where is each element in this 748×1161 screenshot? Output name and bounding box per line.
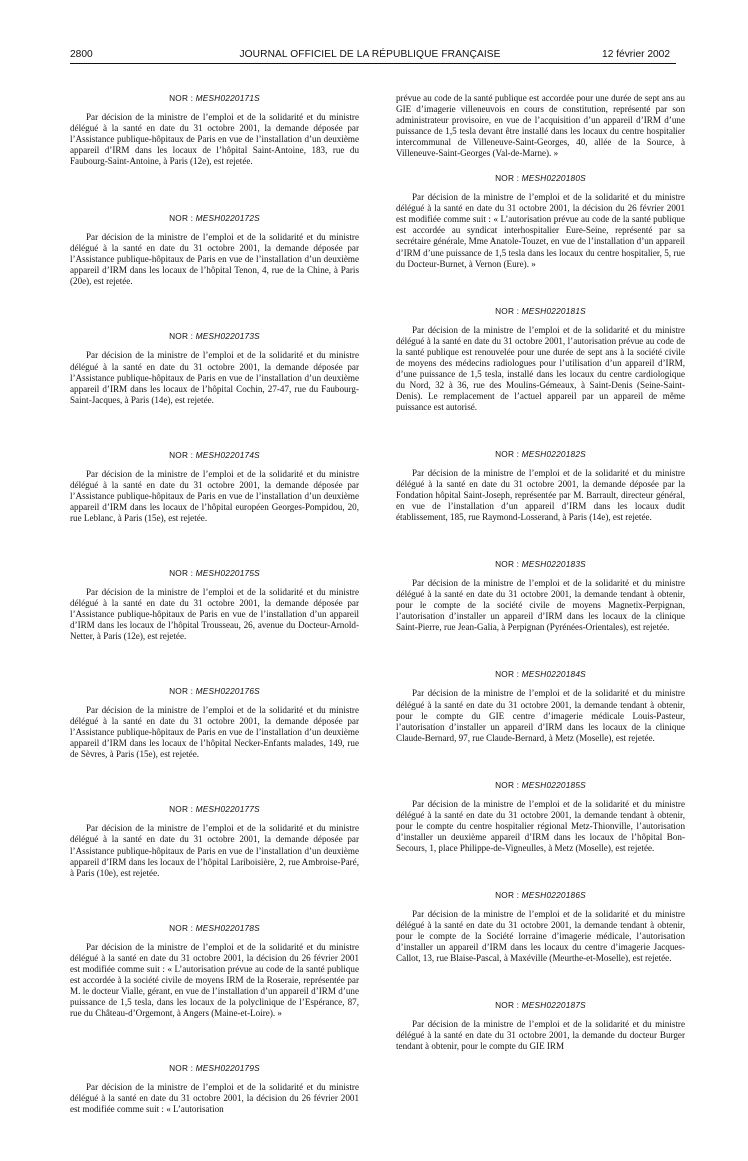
publication-date: 12 février 2002	[602, 49, 670, 60]
decision-entry	[70, 568, 359, 642]
decision-text: Par décision de la ministre de l’emploi et de la solidarité et du ministre délégué à la santé en date du 31 octobre 2001, la demande tendant à obtenir, pour le compte de la société civile de moyens Magnetix-Perpignan, l’autorisation d’installer un appareil d’IRM dans les locaux de la clinique Saint-Pierre, rue Jean-Galia, à Perpignan (Pyrénées-Orientales), est rejetée.	[396, 578, 685, 633]
decision-text: Par décision de la ministre de l’emploi et de la solidarité et du ministre délégué à la santé en date du 31 octobre 2001, l’autorisation prévue au code de la santé publique est renouvelée pour une durée de sept ans à la société civile de moyens des médecins radiologues pour l’utilisation d’un appareil d’IRM, d’une puissance de 1,5 tesla, installé dans les locaux du centre cardiologique du Nord, 32 à 36, rue des Moulins-Gémeaux, à Saint-Denis (Seine-Saint-Denis). Le remplacement de l’actuel appareil par un appareil de même puissance est autorisé.	[396, 324, 685, 412]
right-column	[396, 93, 685, 1088]
decision-text: Par décision de la ministre de l’emploi et de la solidarité et du ministre délégué à la santé en date du 31 octobre 2001, la décision du 26 février 2001 est modifiée comme suit : « L’autorisation	[70, 1081, 359, 1115]
decision-text: Par décision de la ministre de l’emploi et de la solidarité et du ministre délégué à la santé en date du 31 octobre 2001, la demande déposée par l’Assistance publique-hôpitaux de Paris en vue de l’installation d’un deuxième appareil d’IRM dans les locaux de l’hôpital Saint-Antoine, 183, rue du Faubourg-Saint-Antoine, à Paris (12e), est rejetée.	[70, 112, 359, 167]
nor-reference: NOR : MESH0220172S	[169, 213, 260, 224]
decision-text: Par décision de la ministre de l’emploi et de la solidarité et du ministre délégué à la santé en date du 31 octobre 2001, la demande déposée par la Fondation hôpital Saint-Joseph, représentée par M. Barrault, directeur général, en vue de l’installation d’un appareil d’IRM dans les locaux dudit établissement, 185, rue Raymond-Losserand, à Paris (14e), est rejetée.	[396, 467, 685, 523]
nor-reference: NOR : MESH0220180S	[495, 173, 586, 184]
nor-code: MESH0220187S	[521, 1000, 586, 1011]
decision-entry	[396, 1000, 685, 1052]
nor-code: MESH0220174S	[195, 449, 260, 460]
decision-text: Par décision de la ministre de l’emploi et de la solidarité et du ministre délégué à la santé en date du 31 octobre 2001, la demande déposée par l’Assistance publique-hôpitaux de Paris en vue de l’installation d’un appareil d’IRM dans les locaux de l’hôpital Trousseau, 26, avenue du Docteur-Arnold-Netter, à Paris (12e), est rejetée.	[70, 586, 359, 642]
decision-entry	[70, 686, 359, 760]
nor-reference: NOR : MESH0220187S	[495, 1000, 586, 1011]
decision-text: Par décision de la ministre de l’emploi et de la solidarité et du ministre délégué à la santé en date du 31 octobre 2001, la demande déposée par l’Assistance publique-hôpitaux de Paris en vue de l’installation d’un deuxième appareil d’IRM dans les locaux de l’hôpital Tenon, 4, rue de la Chine, à Paris (20e), est rejetée.	[70, 232, 359, 287]
nor-code: MESH0220172S	[195, 213, 260, 224]
nor-reference: NOR : MESH0220181S	[495, 305, 586, 316]
nor-reference: NOR : MESH0220176S	[169, 686, 260, 697]
decision-entry	[396, 173, 685, 269]
left-column	[70, 93, 359, 1161]
decision-text: Par décision de la ministre de l’emploi et de la solidarité et du ministre délégué à la santé en date du 31 octobre 2001, la demande déposée par l’Assistance publique-hôpitaux de Paris en vue de l’installation d’un deuxième appareil d’IRM dans les locaux de l’hôpital européen Georges-Pompidou, 20, rue Leblanc, à Paris (15e), est rejetée.	[70, 468, 359, 523]
decision-entry	[70, 1063, 359, 1115]
nor-code: MESH0220180S	[521, 173, 586, 184]
continued-text	[396, 93, 685, 159]
decision-text: Par décision de la ministre de l’emploi et de la solidarité et du ministre délégué à la santé en date du 31 octobre 2001, la demande tendant à obtenir, pour le compte de la Société lorraine d’imagerie médicale, l’autorisation d’installer un appareil d’IRM dans les locaux du centre d’imagerie Jacques-Callot, 13, rue Blaise-Pascal, à Maxéville (Meurthe-et-Moselle), est rejetée.	[396, 908, 685, 964]
nor-code: MESH0220177S	[195, 804, 260, 815]
nor-reference: NOR : MESH0220182S	[495, 448, 586, 459]
nor-code: MESH0220173S	[195, 331, 260, 342]
nor-code: MESH0220179S	[195, 1062, 260, 1073]
decision-text: Par décision de la ministre de l’emploi et de la solidarité et du ministre délégué à la santé en date du 31 octobre 2001, la demande déposée par l’Assistance publique-hôpitaux de Paris en vue de l’installation d’un deuxième appareil d’IRM dans les locaux de l’hôpital Lariboisière, 2, rue Ambroise-Paré, à Paris (10e), est rejetée.	[70, 823, 359, 878]
nor-code: MESH0220186S	[521, 889, 586, 900]
decision-text: prévue au code de la santé publique est accordée pour une durée de sept ans au GIE d’imagerie villeneuvois en cours de constitution, représenté par son administrateur provisoire, en vue de l’acquisition d’un appareil d’IRM d’une puissance de 1,5 tesla devant être installé dans les locaux du centre hospitalier intercommunal de Villeneuve-Saint-Georges, 40, allée de la Source, à Villeneuve-Saint-Georges (Val-de-Marne). »	[396, 93, 685, 159]
nor-reference: NOR : MESH0220179S	[169, 1062, 260, 1073]
nor-code: MESH0220171S	[195, 93, 260, 103]
nor-code: MESH0220183S	[521, 559, 586, 570]
nor-code: MESH0220184S	[521, 669, 586, 680]
nor-reference: NOR : MESH0220174S	[169, 449, 260, 460]
decision-entry	[396, 780, 685, 854]
nor-reference: NOR : MESH0220178S	[169, 922, 260, 933]
decision-entry	[396, 669, 685, 743]
nor-reference: NOR : MESH0220186S	[495, 889, 586, 900]
journal-title: JOURNAL OFFICIEL DE LA RÉPUBLIQUE FRANÇAISE	[239, 49, 501, 60]
decision-entry	[70, 804, 359, 878]
page-header	[70, 46, 670, 64]
decision-text: Par décision de la ministre de l’emploi et de la solidarité et du ministre délégué à la santé en date du 31 octobre 2001, la demande tendant à obtenir, pour le compte du centre hospitalier régional Metz-Thionville, l’autorisation d’installer un deuxième appareil d’IRM dans les locaux de l’hôpital Bon-Secours, 1, place Philippe-de-Vigneulles, à Metz (Moselle), est rejetée.	[396, 798, 685, 853]
nor-reference: NOR : MESH0220177S	[169, 804, 260, 815]
decision-entry	[70, 923, 359, 1019]
decision-entry	[70, 450, 359, 524]
nor-reference: NOR : MESH0220184S	[495, 669, 586, 680]
decision-entry	[396, 449, 685, 523]
header-rule	[70, 63, 676, 64]
nor-reference: NOR : MESH0220185S	[495, 779, 586, 790]
decision-text: Par décision de la ministre de l’emploi et de la solidarité et du ministre délégué à la santé en date du 31 octobre 2001, la demande déposée par l’Assistance publique-hôpitaux de Paris en vue de l’installation d’un deuxième appareil d’IRM dans les locaux de l’hôpital Necker-Enfants malades, 149, rue de Sèvres, à Paris (15e), est rejetée.	[70, 705, 359, 760]
page-number: 2800	[70, 49, 93, 60]
decision-text: Par décision de la ministre de l’emploi et de la solidarité et du ministre délégué à la santé en date du 31 octobre 2001, la demande du docteur Burger tendant à obtenir, pour le compte du GIE IRM	[396, 1019, 685, 1052]
nor-code: MESH0220185S	[521, 779, 586, 790]
decision-text: Par décision de la ministre de l’emploi et de la solidarité et du ministre délégué à la santé en date du 31 octobre 2001, la décision du 26 février 2001 est modifiée comme suit : « L’autorisation prévue au code de la santé publique est accordée au syndicat interhospitalier Eure-Seine, représenté par sa secrétaire générale, Mme Anatole-Touzet, en vue de l’installation d’un appareil d’IRM d’une puissance de 1,5 tesla dans les locaux du centre hospitalier, 5, rue du Docteur-Burnet, à Vernon (Eure). »	[396, 192, 685, 269]
decision-entry	[70, 331, 359, 405]
nor-code: MESH0220178S	[195, 922, 260, 933]
decision-entry	[396, 306, 685, 413]
nor-code: MESH0220181S	[521, 305, 586, 316]
nor-reference: NOR : MESH0220183S	[495, 559, 586, 570]
decision-text: Par décision de la ministre de l’emploi et de la solidarité et du ministre délégué à la santé en date du 31 octobre 2001, la décision du 26 février 2001 est modifiée comme suit : « L’autorisation prévue au code de la santé publique est accordée à la société civile de moyens IRM de la Roseraie, représentée par M. le docteur Vialle, gérant, en vue de l’installation d’un appareil d’IRM d’une puissance de 1,5 tesla, dans les locaux de la polyclinique de l’Espérance, 87, rue du Château-d’Orgemont, à Angers (Maine-et-Loire). »	[70, 941, 359, 1018]
nor-code: MESH0220175S	[195, 567, 260, 578]
decision-entry	[396, 559, 685, 633]
nor-reference: NOR : MESH0220171S	[169, 93, 260, 103]
decision-entry	[396, 890, 685, 964]
nor-reference: NOR : MESH0220175S	[169, 567, 260, 578]
decision-entry	[70, 213, 359, 287]
nor-reference: NOR : MESH0220173S	[169, 331, 260, 342]
decision-entry	[70, 93, 359, 167]
decision-text: Par décision de la ministre de l’emploi et de la solidarité et du ministre délégué à la santé en date du 31 octobre 2001, la demande déposée par l’Assistance publique-hôpitaux de Paris en vue de l’installation d’un deuxième appareil d’IRM dans les locaux de l’hôpital Cochin, 27-47, rue du Faubourg-Saint-Jacques, à Paris (14e), est rejetée.	[70, 350, 359, 405]
nor-code: MESH0220182S	[521, 448, 586, 459]
nor-code: MESH0220176S	[195, 686, 260, 697]
decision-text: Par décision de la ministre de l’emploi et de la solidarité et du ministre délégué à la santé en date du 31 octobre 2001, la demande tendant à obtenir, pour le compte du GIE centre d’imagerie médicale Louis-Pasteur, l’autorisation d’installer un appareil d’IRM dans les locaux de la clinique Claude-Bernard, 97, rue Claude-Bernard, à Metz (Moselle), est rejetée.	[396, 688, 685, 743]
